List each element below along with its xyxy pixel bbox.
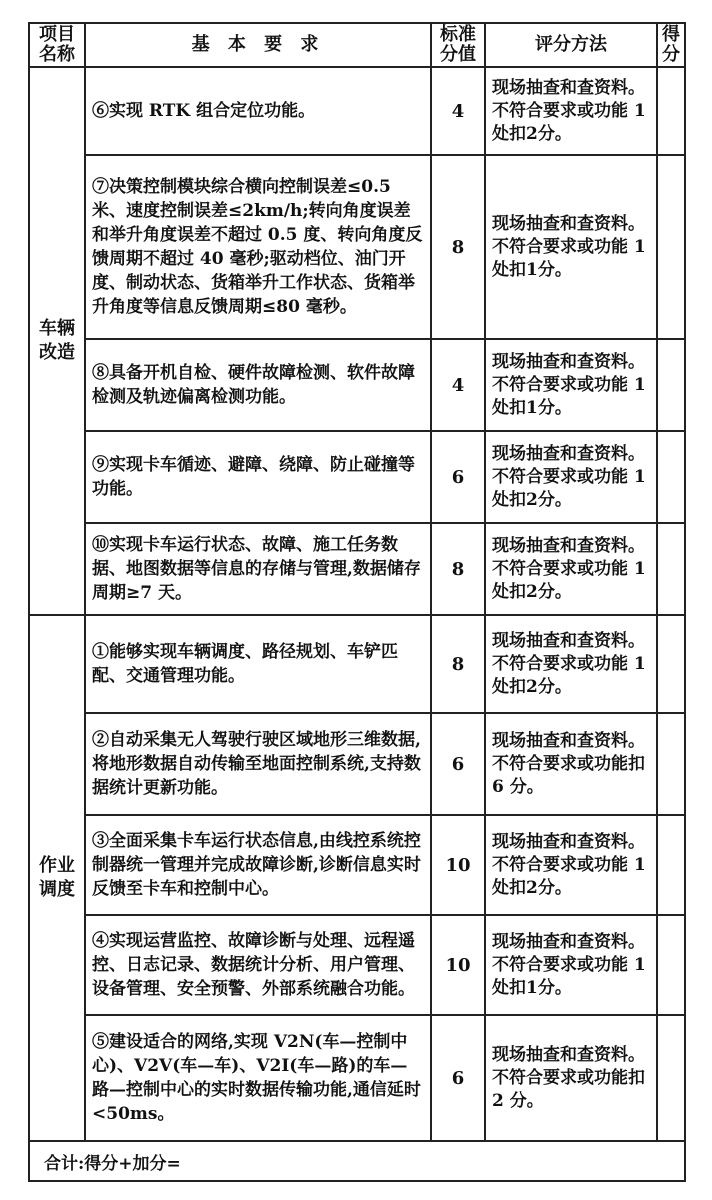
earned-cell[interactable] xyxy=(657,155,685,339)
table-row xyxy=(29,915,685,1015)
score-cell: 8 xyxy=(431,155,485,339)
score-cell: 10 xyxy=(431,815,485,915)
requirement-cell: ②自动采集无人驾驶行驶区域地形三维数据,将地形数据自动传输至地面控制系统,支持数据统计更新功能。 xyxy=(85,713,431,815)
category-vehicle-modification: 车辆改造 xyxy=(29,67,85,615)
header-project: 项目名称 xyxy=(29,23,85,67)
scoring-table xyxy=(28,22,686,1182)
earned-cell[interactable] xyxy=(657,431,685,523)
header-method: 评分方法 xyxy=(485,23,657,67)
score-cell: 6 xyxy=(431,1015,485,1141)
header-earned: 得分 xyxy=(657,23,685,67)
method-cell: 现场抽查和查资料。不符合要求或功能 1 处扣1分。 xyxy=(485,915,657,1015)
total-row xyxy=(29,1141,685,1181)
requirement-cell: ③全面采集卡车运行状态信息,由线控系统控制器统一管理并完成故障诊断,诊断信息实时反馈至卡车和控制中心。 xyxy=(85,815,431,915)
table-row xyxy=(29,155,685,339)
score-cell: 10 xyxy=(431,915,485,1015)
table-row xyxy=(29,713,685,815)
method-cell: 现场抽查和查资料。不符合要求或功能 1 处扣2分。 xyxy=(485,431,657,523)
method-cell: 现场抽查和查资料。不符合要求或功能 1 处扣2分。 xyxy=(485,815,657,915)
earned-cell[interactable] xyxy=(657,713,685,815)
requirement-cell: ⑥实现 RTK 组合定位功能。 xyxy=(85,67,431,155)
total-label: 合计:得分+加分= xyxy=(29,1141,685,1181)
earned-cell[interactable] xyxy=(657,523,685,615)
earned-cell[interactable] xyxy=(657,67,685,155)
scoring-sheet xyxy=(28,22,684,1182)
method-cell: 现场抽查和查资料。不符合要求或功能 1 处扣2分。 xyxy=(485,523,657,615)
header-row xyxy=(29,23,685,67)
method-cell: 现场抽查和查资料。不符合要求或功能 1 处扣2分。 xyxy=(485,615,657,713)
table-row xyxy=(29,431,685,523)
table-row xyxy=(29,815,685,915)
requirement-cell: ⑨实现卡车循迹、避障、绕障、防止碰撞等功能。 xyxy=(85,431,431,523)
score-cell: 6 xyxy=(431,713,485,815)
table-row xyxy=(29,67,685,155)
header-standard-score: 标准分值 xyxy=(431,23,485,67)
earned-cell[interactable] xyxy=(657,1015,685,1141)
requirement-cell: ④实现运营监控、故障诊断与处理、远程遥控、日志记录、数据统计分析、用户管理、设备管理、安全预警、外部系统融合功能。 xyxy=(85,915,431,1015)
method-cell: 现场抽查和查资料。不符合要求或功能 1 处扣1分。 xyxy=(485,155,657,339)
table-row xyxy=(29,615,685,713)
score-cell: 4 xyxy=(431,339,485,431)
earned-cell[interactable] xyxy=(657,615,685,713)
earned-cell[interactable] xyxy=(657,815,685,915)
category-operation-dispatch: 作业调度 xyxy=(29,615,85,1141)
earned-cell[interactable] xyxy=(657,915,685,1015)
score-cell: 6 xyxy=(431,431,485,523)
score-cell: 4 xyxy=(431,67,485,155)
table-row xyxy=(29,523,685,615)
requirement-cell: ⑤建设适合的网络,实现 V2N(车—控制中心)、V2V(车—车)、V2I(车—路)的车—路—控制中心的实时数据传输功能,通信延时<50ms。 xyxy=(85,1015,431,1141)
requirement-cell: ⑦决策控制模块综合横向控制误差≤0.5 米、速度控制误差≤2km/h;转向角度误差和举升角度误差不超过 0.5 度、转向角度反馈周期不超过 40 毫秒;驱动档位、油门开度、制动状态、货箱举升工作状态、货箱举升角度等信息反馈周期≤80 毫秒。 xyxy=(85,155,431,339)
requirement-cell: ⑧具备开机自检、硬件故障检测、软件故障检测及轨迹偏离检测功能。 xyxy=(85,339,431,431)
earned-cell[interactable] xyxy=(657,339,685,431)
method-cell: 现场抽查和查资料。不符合要求或功能 1 处扣2分。 xyxy=(485,67,657,155)
requirement-cell: ①能够实现车辆调度、路径规划、车铲匹配、交通管理功能。 xyxy=(85,615,431,713)
table-row xyxy=(29,339,685,431)
method-cell: 现场抽查和查资料。不符合要求或功能扣 6 分。 xyxy=(485,713,657,815)
table-row xyxy=(29,1015,685,1141)
method-cell: 现场抽查和查资料。不符合要求或功能 1 处扣1分。 xyxy=(485,339,657,431)
requirement-cell: ⑩实现卡车运行状态、故障、施工任务数据、地图数据等信息的存储与管理,数据储存周期≥7 天。 xyxy=(85,523,431,615)
header-requirements: 基 本 要 求 xyxy=(85,23,431,67)
score-cell: 8 xyxy=(431,615,485,713)
score-cell: 8 xyxy=(431,523,485,615)
method-cell: 现场抽查和查资料。不符合要求或功能扣 2 分。 xyxy=(485,1015,657,1141)
